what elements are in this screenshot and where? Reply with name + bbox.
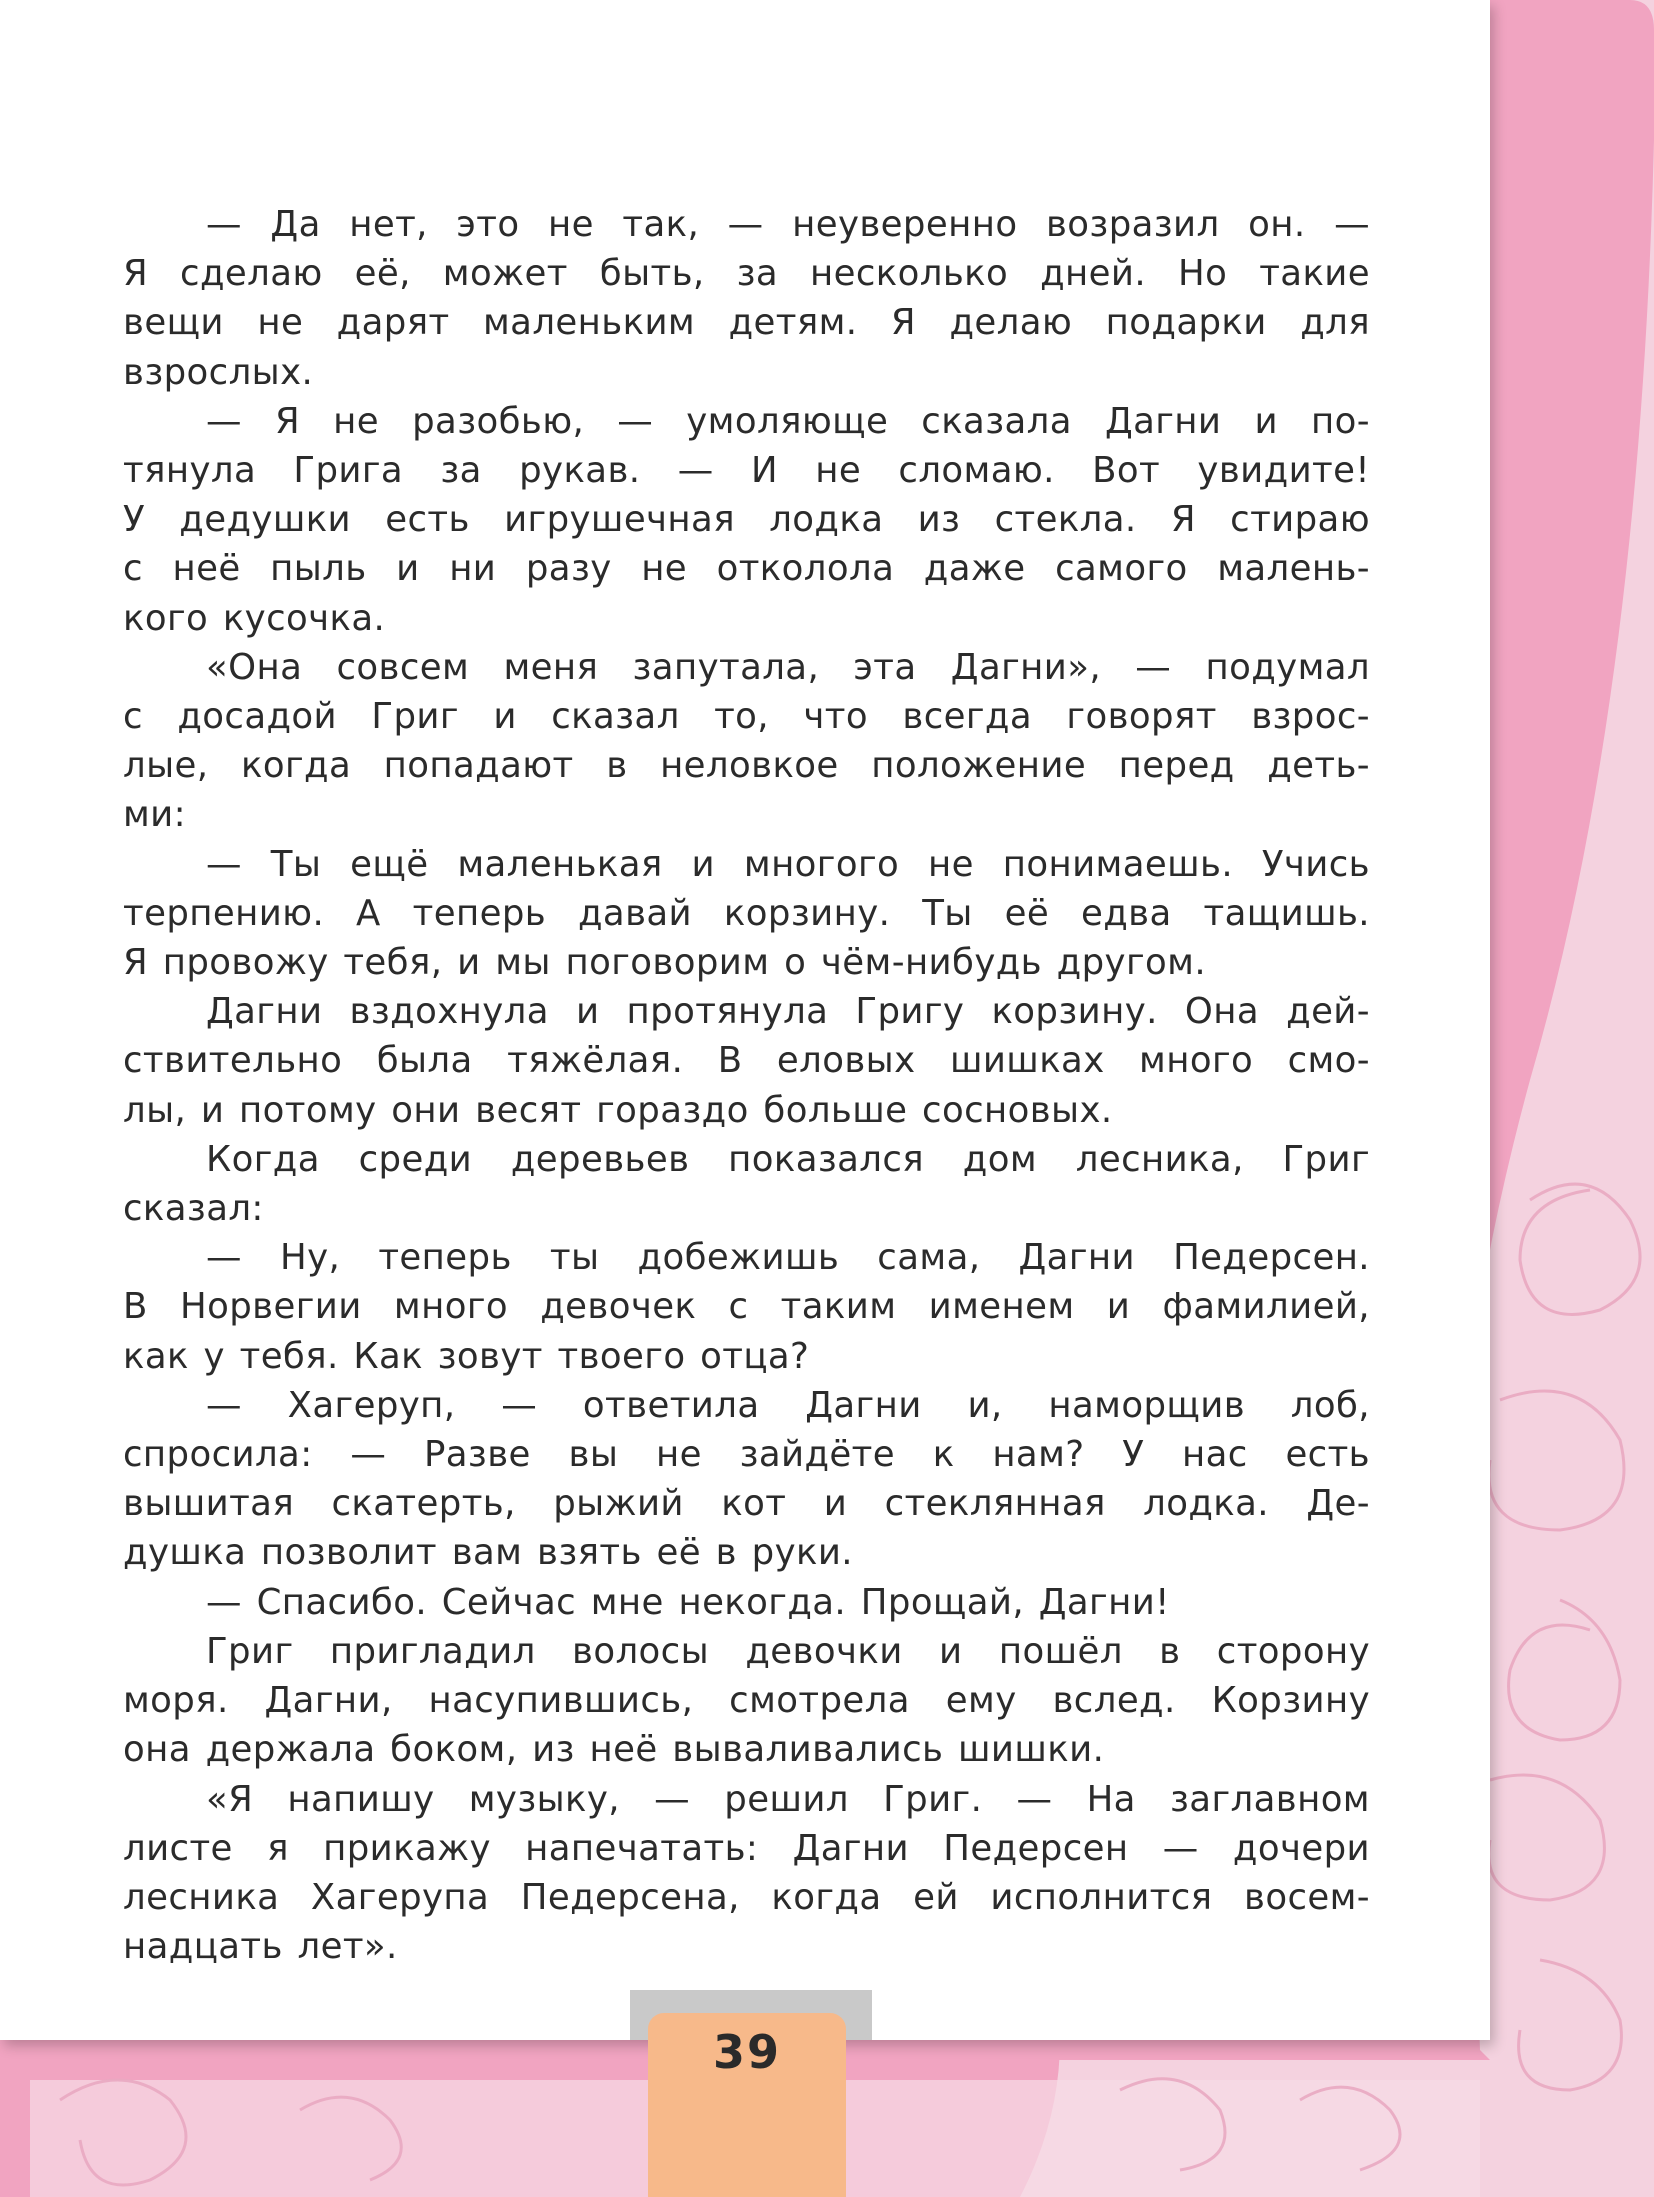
text-line: У дедушки есть игрушечная лодка из стекла. Я стираю bbox=[123, 499, 1370, 541]
text-line: — Спасибо. Сейчас мне некогда. Прощай, Дагни! bbox=[206, 1581, 1170, 1623]
text-line: — Да нет, это не так, — неуверенно возразил он. — bbox=[206, 204, 1370, 245]
paragraph bbox=[123, 1578, 1370, 1627]
text-line: — Ну, теперь ты добежишь сама, Дагни Педерсен. bbox=[206, 1237, 1370, 1279]
text-line: ствительно была тяжёлая. В еловых шишках много смо- bbox=[123, 1040, 1370, 1082]
text-line: вещи не дарят маленьким детям. Я делаю подарки для bbox=[123, 302, 1370, 344]
paragraph bbox=[123, 987, 1370, 1135]
text-line: Дагни вздохнула и протянула Григу корзину. Она дей- bbox=[206, 991, 1370, 1033]
text-line: как у тебя. Как зовут твоего отца? bbox=[123, 1335, 810, 1377]
text-line: ми: bbox=[123, 794, 187, 836]
paragraph bbox=[123, 1627, 1370, 1775]
text-line: она держала боком, из неё вываливались шишки. bbox=[123, 1729, 1105, 1771]
text-line: В Норвегии много девочек с таким именем и фамилией, bbox=[123, 1286, 1370, 1328]
paragraph bbox=[123, 1233, 1370, 1381]
text-line: взрослых. bbox=[123, 351, 314, 393]
text-line: Я сделаю её, может быть, за несколько дней. Но такие bbox=[123, 253, 1370, 295]
text-line: моря. Дагни, насупившись, смотрела ему вслед. Корзину bbox=[123, 1680, 1370, 1722]
paragraph bbox=[123, 200, 1370, 397]
text-line: — Хагеруп, — ответила Дагни и, наморщив лоб, bbox=[206, 1384, 1370, 1426]
paragraph bbox=[123, 1381, 1370, 1578]
text-line: душка позволит вам взять её в руки. bbox=[123, 1532, 853, 1574]
story-text bbox=[123, 200, 1370, 1971]
text-line: сказал: bbox=[123, 1188, 264, 1230]
text-line: тянула Грига за рукав. — И не сломаю. Вот увидите! bbox=[123, 450, 1370, 492]
text-line: терпению. А теперь давай корзину. Ты её едва тащишь. bbox=[123, 892, 1370, 934]
text-line: кого кусочка. bbox=[123, 597, 386, 639]
paragraph bbox=[123, 397, 1370, 643]
text-line: спросила: — Разве вы не зайдёте к нам? У нас есть bbox=[123, 1434, 1370, 1476]
paragraph bbox=[123, 643, 1370, 840]
text-line: надцать лет». bbox=[123, 1926, 398, 1968]
text-line: Когда среди деревьев показался дом лесника, Григ bbox=[206, 1138, 1370, 1180]
text-line: — Ты ещё маленькая и многого не понимаешь. Учись bbox=[206, 843, 1370, 885]
paragraph bbox=[123, 840, 1370, 988]
paragraph bbox=[123, 1135, 1370, 1233]
text-line: вышитая скатерть, рыжий кот и стеклянная лодка. Де- bbox=[123, 1483, 1370, 1525]
text-line: — Я не разобью, — умоляюще сказала Дагни и по- bbox=[206, 400, 1370, 442]
text-line: Я провожу тебя, и мы поговорим о чём-нибудь другом. bbox=[123, 942, 1206, 984]
paragraph bbox=[123, 1775, 1370, 1972]
text-line: лы, и потому они весят гораздо больше сосновых. bbox=[123, 1089, 1113, 1131]
text-line: лесника Хагерупа Педерсена, когда ей исполнится восем- bbox=[123, 1876, 1370, 1918]
text-line: лые, когда попадают в неловкое положение перед деть- bbox=[123, 745, 1370, 787]
text-line: с неё пыль и ни разу не отколола даже самого малень- bbox=[123, 548, 1370, 590]
text-line: листе я прикажу напечатать: Дагни Педерсен — дочери bbox=[123, 1827, 1370, 1869]
text-line: Григ пригладил волосы девочки и пошёл в сторону bbox=[206, 1630, 1370, 1672]
text-line: с досадой Григ и сказал то, что всегда говорят взрос- bbox=[123, 696, 1370, 738]
page-number: 39 bbox=[712, 2025, 781, 2079]
text-line: «Она совсем меня запутала, эта Дагни», — подумал bbox=[206, 646, 1370, 688]
text-line: «Я напишу музыку, — решил Григ. — На заглавном bbox=[206, 1778, 1370, 1820]
